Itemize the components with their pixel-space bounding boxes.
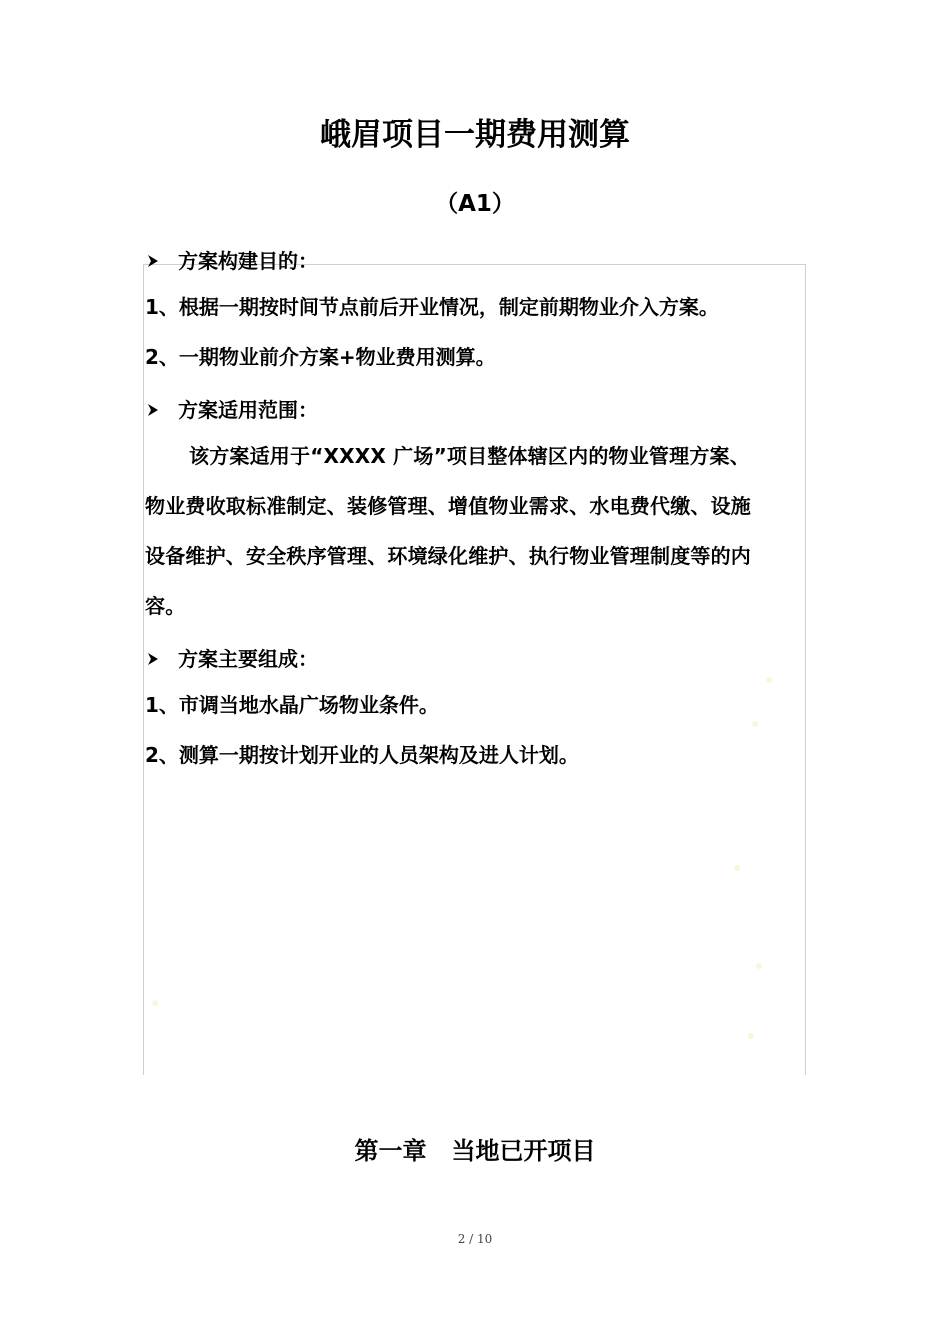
background-speckle <box>756 963 762 969</box>
section-heading-label: 方案适用范围： <box>178 398 318 422</box>
scope-paragraph-line: 设备维护、安全秩序管理、环境绿化维护、执行物业管理制度等的内 <box>145 544 751 568</box>
arrow-bullet-icon <box>145 651 161 667</box>
chapter-title: 第一章 当地已开项目 <box>354 1137 596 1165</box>
background-speckle <box>748 1033 754 1039</box>
section-heading-label: 方案构建目的： <box>178 249 318 273</box>
section-heading-purpose <box>145 246 318 276</box>
page-subtitle: （A1） <box>435 191 515 217</box>
background-speckle <box>152 1000 158 1006</box>
scope-paragraph-line: 该方案适用于“XXXX 广场”项目整体辖区内的物业管理方案、 <box>189 444 750 468</box>
purpose-item: 1、根据一期按时间节点前后开业情况，制定前期物业介入方案。 <box>145 295 719 319</box>
section-heading-scope <box>145 395 318 425</box>
arrow-bullet-icon <box>145 402 161 418</box>
section-heading-composition <box>145 644 318 674</box>
arrow-bullet-icon <box>145 253 161 269</box>
purpose-item: 2、一期物业前介方案+物业费用测算。 <box>145 345 496 369</box>
composition-item: 1、市调当地水晶广场物业条件。 <box>145 693 439 717</box>
scope-paragraph-line: 容。 <box>145 594 186 618</box>
background-speckle <box>766 677 772 683</box>
scope-paragraph-line: 物业费收取标准制定、装修管理、增值物业需求、水电费代缴、设施 <box>145 494 751 518</box>
section-heading-label: 方案主要组成： <box>178 647 318 671</box>
page-number: 2 / 10 <box>457 1232 493 1246</box>
background-speckle <box>752 721 758 727</box>
background-speckle <box>734 865 740 871</box>
page-title: 峨眉项目一期费用测算 <box>320 117 630 153</box>
composition-item: 2、测算一期按计划开业的人员架构及进人计划。 <box>145 743 579 767</box>
